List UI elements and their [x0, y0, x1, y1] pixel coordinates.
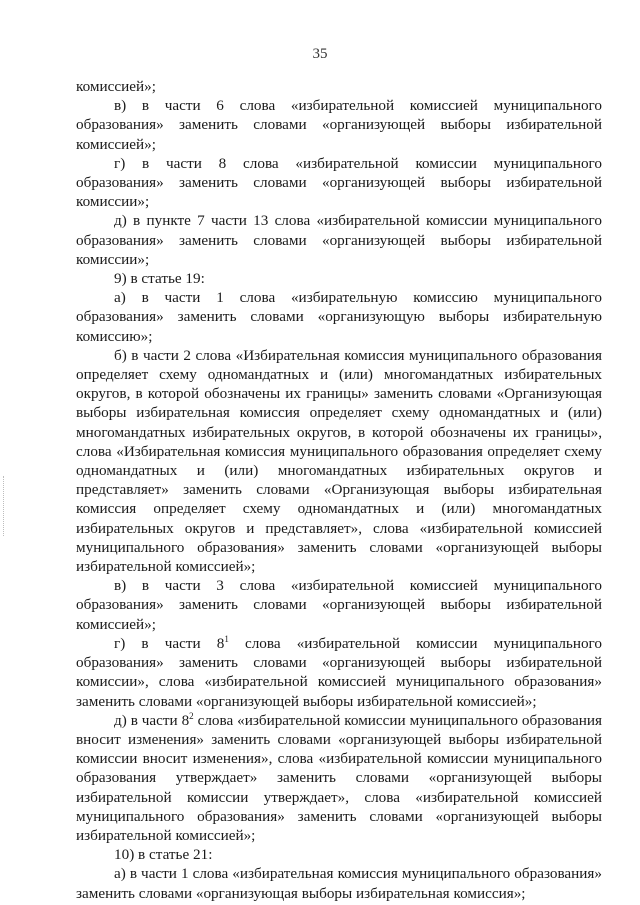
paragraph-rest: слова «избирательной комиссии муниципального образования» заменить словами «организующей выборы избирательной комиссии», слова «избирательной комиссией муниципального образования» заменить словами «организующей выборы избирательной комиссией»; — [76, 634, 602, 710]
paragraph: комиссией»; — [76, 78, 156, 95]
paragraph: г) в части 8 слова «избирательной комиссии муниципального образования» заменить словами «организующей выборы избирательной комиссии»; — [76, 154, 602, 211]
margin-mark — [3, 476, 7, 536]
paragraph — [76, 711, 602, 845]
paragraph: в) в части 3 слова «избирательной комиссией муниципального образования» заменить словами «организующей выборы избирательной комиссией»; — [76, 577, 602, 633]
paragraph-lead: д) в части 8 — [114, 711, 190, 729]
document-body — [76, 77, 602, 903]
paragraph-rest: слова «избирательной комиссии муниципального образования вносит изменения» заменить словами «организующей выборы избирательной комиссии вносит изменения», слова «избирательной комиссии муниципального образования утверждает» заменить словами «организующей выборы избирательной комиссии утверждает», слова «избирательной комиссией муниципального образования» заменить словами «организующей выборы избирательной комиссией»; — [76, 711, 602, 844]
paragraph: 10) в статье 21: — [114, 846, 213, 864]
paragraph — [76, 634, 602, 711]
paragraph: б) в части 2 слова «Избирательная комиссия муниципального образования определяет схему одномандатных и (или) многомандатных избирательных округов, в которой обозначены их границы» заменить словами «Организующая выборы избирательная комиссия определяет схему одномандатных и (или) многомандатных избирательных округов, в которой обозначены их границы», слова «Избирательная комиссия муниципального образования определяет схему одномандатных и (или) многомандатных избирательных округов и представляет» заменить словами «Организующая выборы избирательная комиссия определяет схему одномандатных и (или) многомандатных избирательных округов и представляет», слова «избирательной комиссией муниципального образования» заменить словами «организующей выборы избирательной комиссией»; — [76, 346, 602, 576]
paragraph: а) в части 1 слова «избирательная комиссия муниципального образования» заменить словами «организующая выборы избирательная комиссия»; — [76, 865, 602, 902]
paragraph: 9) в статье 19: — [114, 270, 205, 288]
paragraph: д) в пункте 7 части 13 слова «избирательной комиссии муниципального образования» заменить словами «организующей выборы избирательной комиссии»; — [76, 212, 602, 268]
page-number: 35 — [312, 46, 328, 62]
superscript: 2 — [189, 710, 194, 721]
paragraph: в) в части 6 слова «избирательной комиссией муниципального образования» заменить словами «организующей выборы избирательной комиссией»; — [76, 97, 602, 153]
paragraph: а) в части 1 слова «избирательную комиссию муниципального образования» заменить словами «организующую выборы избирательную комиссию»; — [76, 289, 602, 345]
superscript: 1 — [224, 633, 229, 644]
paragraph-lead: г) в части 8 — [114, 634, 225, 652]
